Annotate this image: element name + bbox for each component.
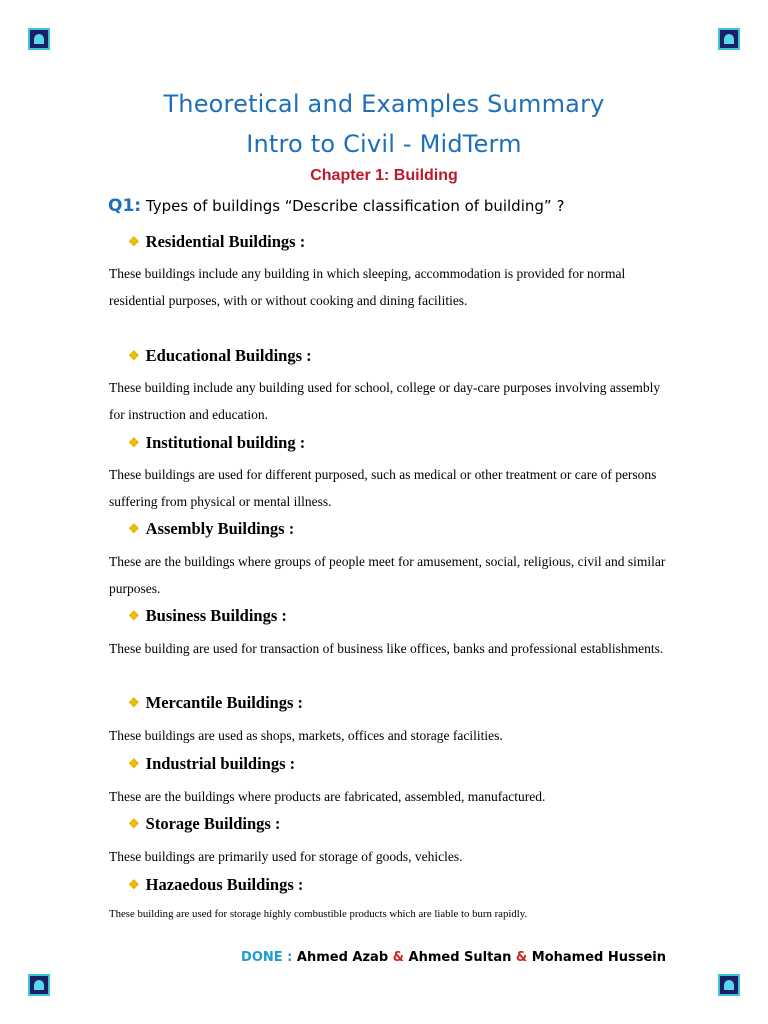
item-heading [128,814,280,834]
author-name: Ahmed Azab [296,950,389,965]
item-body: These building are used for storage highly combustible products which are liable to burn rapidly. [109,908,528,920]
item-heading-text: Assembly Buildings : [145,519,295,538]
item-heading [128,519,294,539]
item-heading [128,693,303,713]
item-body: These buildings are primarily used for storage of goods, vehicles. [109,849,463,864]
diamond-bullet-icon: ❖ [128,608,140,623]
title-line-1: Theoretical and Examples Summary [163,90,605,118]
chapter-heading: Chapter 1: Building [310,167,458,184]
question-text: Types of buildings “Describe classification of building” ? [145,197,565,215]
item-body: These buildings include any building in which sleeping, accommodation is provided for normal residential purposes, with or without cooking and dining facilities. [109,266,626,308]
item-heading [128,232,305,252]
item-heading-text: Educational Buildings : [145,346,312,365]
item-heading [128,346,312,366]
diamond-bullet-icon: ❖ [128,234,140,249]
diamond-bullet-icon: ❖ [128,521,140,536]
item-heading-text: Hazaedous Buildings : [145,875,304,894]
item-heading [128,754,295,774]
item-heading [128,433,305,453]
author-name: Ahmed Sultan [408,950,512,965]
item-heading [128,875,303,895]
item-body: These are the buildings where products are fabricated, assembled, manufactured. [109,789,546,804]
diamond-bullet-icon: ❖ [128,816,140,831]
item-body: These building are used for transaction of business like offices, banks and professional establishments. [109,641,664,656]
item-heading [128,606,287,626]
credits-footer [241,950,666,965]
item-heading-text: Industrial buildings : [145,754,296,773]
item-body: These buildings are used for different purposed, such as medical or other treatment or care of persons suffering from physical or mental illness. [109,467,657,509]
author-name: Mohamed Hussein [531,950,666,965]
corner-ornament-bottom-right [718,974,740,996]
corner-ornament-top-left [28,28,50,50]
item-heading-text: Residential Buildings : [145,232,306,251]
corner-ornament-bottom-left [28,974,50,996]
item-body: These are the buildings where groups of people meet for amusement, social, religious, civil and similar purposes. [109,554,666,596]
diamond-bullet-icon: ❖ [128,435,140,450]
diamond-bullet-icon: ❖ [128,756,140,771]
title-line-2: Intro to Civil - MidTerm [246,130,522,158]
done-separator: : [287,950,293,965]
item-body: These building include any building used for school, college or day-care purposes involving assembly for instruction and education. [109,380,661,422]
item-heading-text: Mercantile Buildings : [145,693,304,712]
diamond-bullet-icon: ❖ [128,877,140,892]
corner-ornament-top-right [718,28,740,50]
ampersand: & [515,950,528,965]
done-label: DONE [241,950,283,965]
item-heading-text: Storage Buildings : [145,814,281,833]
item-heading-text: Business Buildings : [145,606,287,625]
diamond-bullet-icon: ❖ [128,348,140,363]
ampersand: & [392,950,404,965]
item-body: These buildings are used as shops, markets, offices and storage facilities. [109,728,503,743]
question-label: Q1: [108,196,142,216]
item-heading-text: Institutional building : [145,433,306,452]
diamond-bullet-icon: ❖ [128,695,140,710]
question [108,196,564,216]
